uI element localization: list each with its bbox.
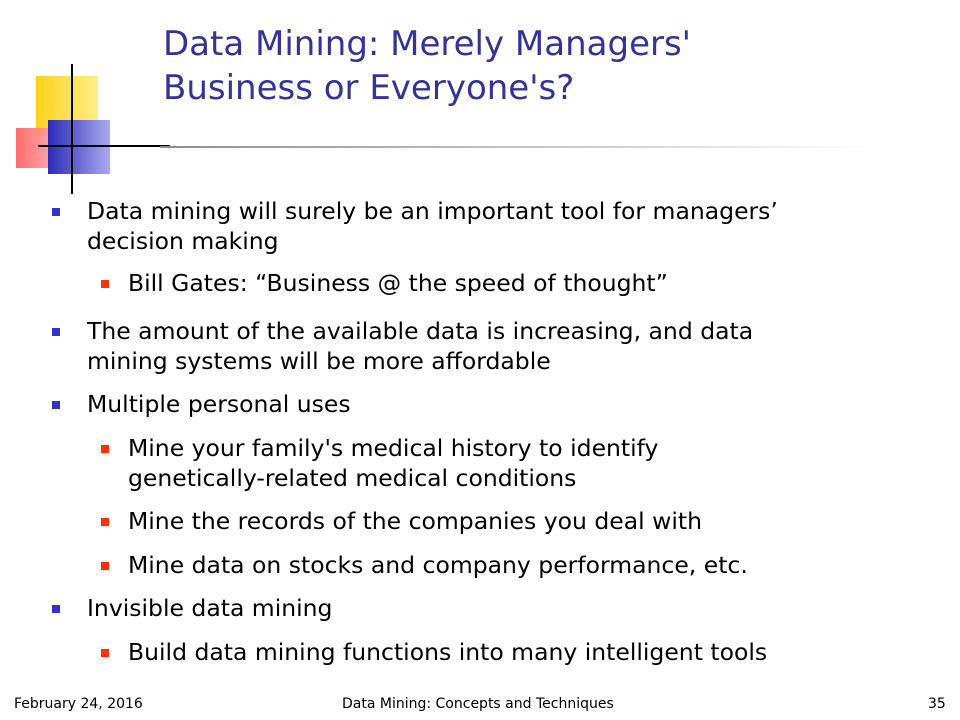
bullet-line: The amount of the available data is increasing, and data [87, 317, 754, 345]
footer-page-number: 35 [928, 696, 946, 712]
bullet-item [87, 316, 753, 376]
sub-bullet-item [128, 433, 658, 493]
bullet-line: Mine the records of the companies you deal with [128, 507, 702, 535]
footer-title: Data Mining: Concepts and Techniques [342, 696, 614, 712]
bullet-line: Mine data on stocks and company performance, etc. [128, 551, 748, 579]
sub-bullet-item [128, 550, 748, 580]
sub-bullet-marker [101, 562, 109, 570]
sub-bullet-marker [101, 649, 109, 657]
bullet-marker [52, 401, 60, 409]
bullet-line: Mine your family's medical history to identify [128, 434, 659, 462]
bullet-line: mining systems will be more affordable [87, 347, 551, 375]
bullet-line: decision making [87, 227, 279, 255]
title-divider [160, 146, 870, 148]
sub-bullet-marker [101, 280, 109, 288]
sub-bullet-item [128, 506, 702, 536]
sub-bullet-marker [101, 445, 109, 453]
title-line-1: Data Mining: Merely Managers' [163, 24, 692, 64]
bullet-line: Invisible data mining [87, 594, 333, 622]
slide-title [163, 22, 923, 110]
bullet-line: Bill Gates: “Business @ the speed of thought” [128, 269, 668, 297]
bullet-line: Data mining will surely be an important tool for managers’ [87, 197, 778, 225]
bullet-marker [52, 208, 60, 216]
sub-bullet-item [128, 637, 767, 667]
bullet-item [87, 389, 351, 419]
title-line-2: Business or Everyone's? [163, 68, 575, 108]
bullet-line: Build data mining functions into many intelligent tools [128, 638, 768, 666]
bullet-marker [52, 605, 60, 613]
bullet-item [87, 196, 778, 256]
bullet-marker [52, 328, 60, 336]
sub-bullet-item [128, 268, 668, 298]
bullet-line: genetically-related medical conditions [128, 464, 577, 492]
bullet-line: Multiple personal uses [87, 390, 351, 418]
footer-date: February 24, 2016 [14, 696, 143, 712]
sub-bullet-marker [101, 518, 109, 526]
bullet-item [87, 593, 332, 623]
